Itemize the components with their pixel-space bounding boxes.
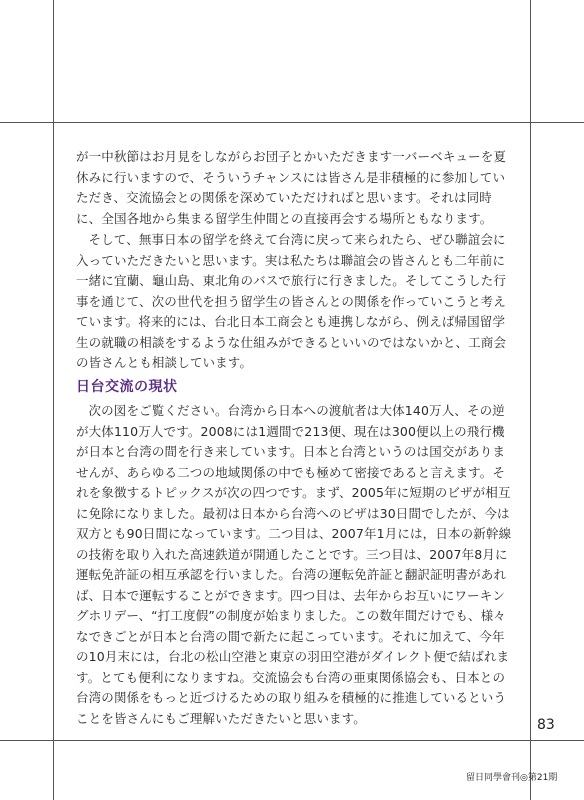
- body-paragraph-1: が一中秋節はお月見をしながらお団子とかいただきます一バーベキューを夏休みに行いますので、そういうチャンスには皆さん是非積極的に参加していただき、交流協会との関係を深めていただければと思います。それは同時に、全国各地から集まる留学生仲間との直接再会する場所ともなります。: [76, 149, 507, 226]
- body-paragraph-3: 次の図をご覧ください。台湾から日本への渡航者は大体140万人、その逆が大体110万人です。2008には1週間で213便、現在は300便以上の飛行機が日本と台湾の間を行き来しています。日本と台湾というのは国交がありませんが、あらゆる二つの地域関係の中でも極めて密接であると言えます。それを象徴するトピックスが次の四つです。まず、2005年に短期のビザが相互に免除になりました。最初は日本から台湾へのビザは30日間でしたが、今は双方とも90日間になっています。二つ目は、2007年1月には，日本の新幹線の技術を取り入れた高速鉄道が開通したことです。三つ目は、2007年8月に運転免許証の相互承認を行いました。台湾の運転免許証と翻訳証明書があれば、日本で運転することができます。四つ目は、去年からお互いにワーキングホリデー、“打工度假”の制度が始まりました。この数年間だけでも、様々なできごとが日本と台湾の間で新たに起こっています。それに加えて、今年の10月末には，台北の松山空港と東京の羽田空港がダイレクト便で結ばれます。とても便利になりますね。交流協会も台湾の亜東関係協会も、日本との台湾の関係をもっと近づけるための取り組みを積極的に推進しているということを皆さんにもご理解いただきたいと思います。: [76, 403, 512, 726]
- crop-mark-left: [53, 0, 54, 800]
- crop-mark-top: [0, 122, 584, 123]
- crop-mark-bottom: [0, 740, 584, 741]
- crop-mark-right: [530, 0, 531, 800]
- body-paragraph-2: そして、無事日本の留学を終えて台湾に戻って来られたら、ぜひ聯誼会に入っていただきたいと思います。実は私たちは聯誼会の皆さんとも二年前に一緒に宜蘭、龜山島、東北角のバスで旅行に行きました。そしてこうした行事を通じて、次の世代を担う留学生の皆さんとの関係を作っていこうと考えています。将来的には、台北日本工商会とも連携しながら、例えば帰国留学生の就職の相談をするような仕組みができるといいのではないかと、工商会の皆さんとも相談しています。: [76, 232, 507, 370]
- section-heading: 日台交流の現状: [76, 379, 178, 395]
- journal-footer: 留日同學會刊◎第21期: [466, 773, 558, 783]
- page-number: 83: [537, 717, 555, 733]
